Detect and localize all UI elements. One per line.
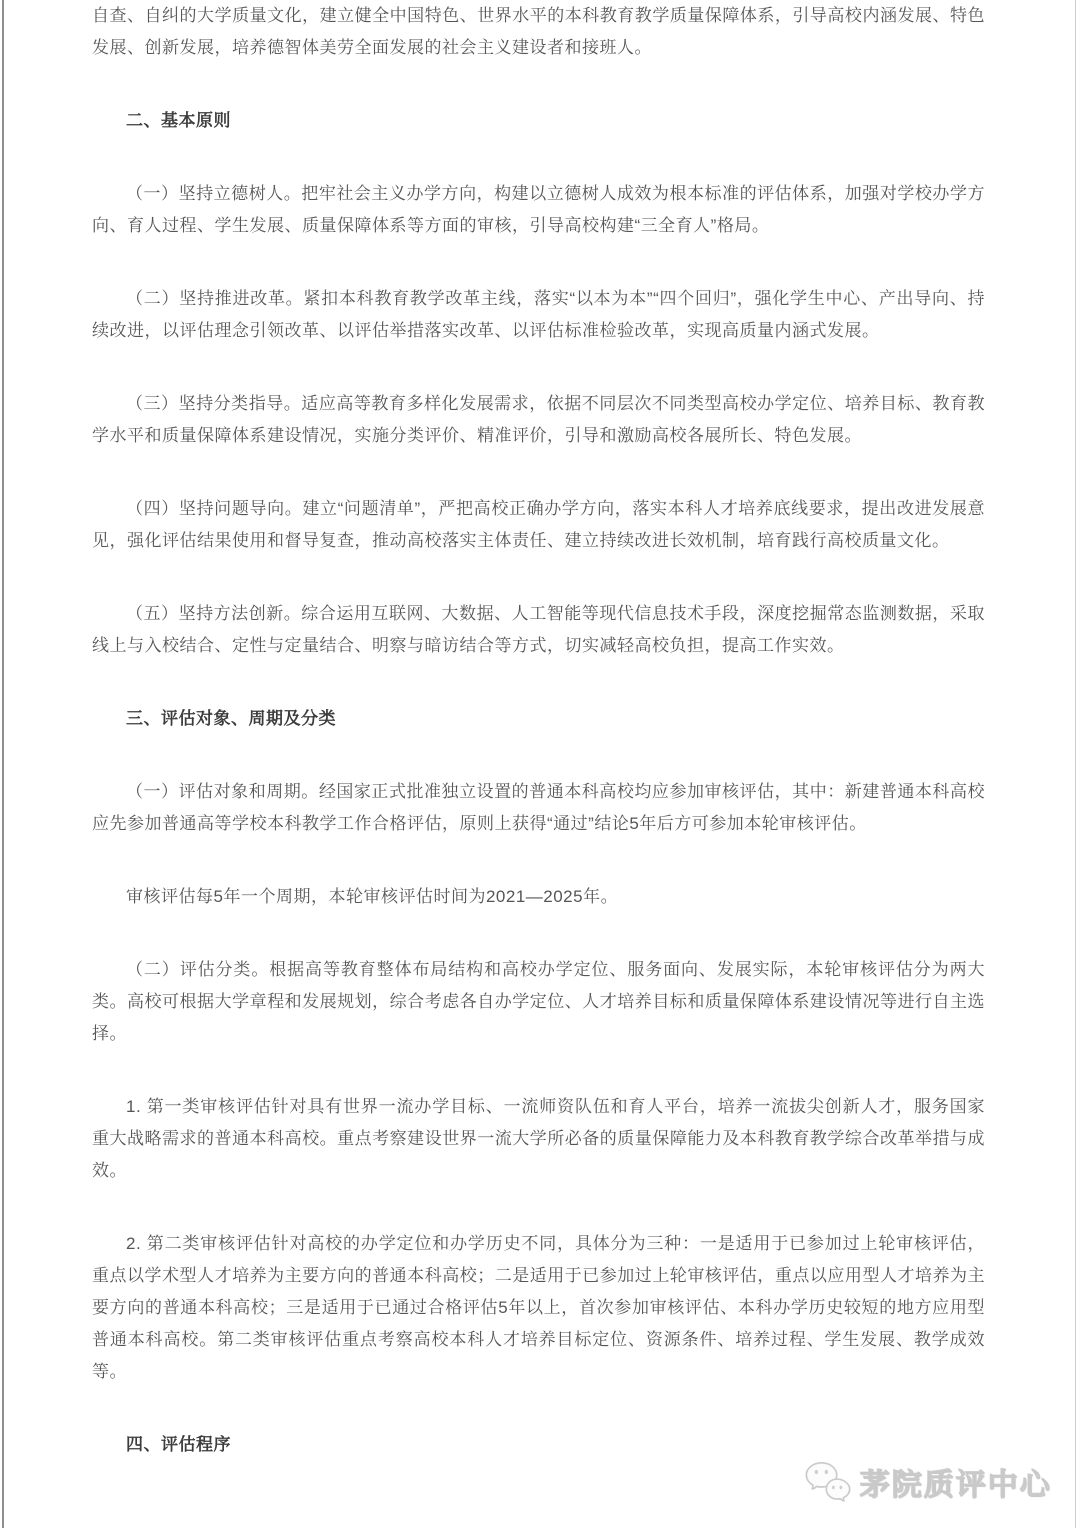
paragraph: （四）坚持问题导向。建立“问题清单”，严把高校正确办学方向，落实本科人才培养底线要求，提出改进发展意见，强化评估结果使用和督导复查，推动高校落实主体责任、建立持续改进长效机制，培育践行高校质量文化。 — [92, 499, 985, 550]
section-heading: 二、基本原则 — [126, 111, 231, 130]
paragraph: 1. 第一类审核评估针对具有世界一流办学目标、一流师资队伍和育人平台，培养一流拔尖创新人才，服务国家重大战略需求的普通本科高校。重点考察建设世界一流大学所必备的质量保障能力及本科教育教学综合改革举措与成效。 — [92, 1097, 985, 1180]
paragraph: 自查、自纠的大学质量文化，建立健全中国特色、世界水平的本科教育教学质量保障体系，引导高校内涵发展、特色发展、创新发展，培养德智体美劳全面发展的社会主义建设者和接班人。 — [92, 6, 985, 57]
paragraph: （一）坚持立德树人。把牢社会主义办学方向，构建以立德树人成效为根本标准的评估体系，加强对学校办学方向、育人过程、学生发展、质量保障体系等方面的审核，引导高校构建“三全育人”格局。 — [92, 184, 985, 235]
article-body — [92, 0, 985, 1502]
page-border-right — [1075, 0, 1076, 1528]
paragraph: （二）评估分类。根据高等教育整体布局结构和高校办学定位、服务面向、发展实际，本轮审核评估分为两大类。高校可根据大学章程和发展规划，综合考虑各自办学定位、人才培养目标和质量保障体系建设情况等进行自主选择。 — [92, 960, 985, 1043]
watermark-text: 茅院质评中心 — [860, 1469, 1052, 1502]
section-heading: 三、评估对象、周期及分类 — [126, 709, 336, 728]
paragraph: （二）坚持推进改革。紧扣本科教育教学改革主线，落实“以本为本”“四个回归”，强化学生中心、产出导向、持续改进，以评估理念引领改革、以评估举措落实改革、以评估标准检验改革，实现高质量内涵式发展。 — [92, 289, 985, 340]
paragraph: （三）坚持分类指导。适应高等教育多样化发展需求，依据不同层次不同类型高校办学定位、培养目标、教育教学水平和质量保障体系建设情况，实施分类评价、精准评价，引导和激励高校各展所长、特色发展。 — [92, 394, 985, 445]
watermark — [803, 1458, 1052, 1506]
paragraph: 2. 第二类审核评估针对高校的办学定位和办学历史不同，具体分为三种：一是适用于已参加过上轮审核评估，重点以学术型人才培养为主要方向的普通本科高校；二是适用于已参加过上轮审核评估，重点以应用型人才培养为主要方向的普通本科高校；三是适用于已通过合格评估5年以上，首次参加审核评估、本科办学历史较短的地方应用型普通本科高校。第二类审核评估重点考察高校本科人才培养目标定位、资源条件、培养过程、学生发展、教学成效等。 — [92, 1234, 985, 1381]
paragraph: （五）坚持方法创新。综合运用互联网、大数据、人工智能等现代信息技术手段，深度挖掘常态监测数据，采取线上与入校结合、定性与定量结合、明察与暗访结合等方式，切实减轻高校负担，提高工作实效。 — [92, 604, 985, 655]
wechat-icon — [803, 1458, 853, 1506]
paragraph: （一）评估对象和周期。经国家正式批准独立设置的普通本科高校均应参加审核评估，其中：新建普通本科高校应先参加普通高等学校本科教学工作合格评估，原则上获得“通过”结论5年后方可参加本轮审核评估。 — [92, 782, 985, 833]
page-border-left — [2, 0, 4, 1528]
section-heading: 四、评估程序 — [126, 1435, 231, 1454]
paragraph: 审核评估每5年一个周期，本轮审核评估时间为2021—2025年。 — [126, 887, 619, 906]
